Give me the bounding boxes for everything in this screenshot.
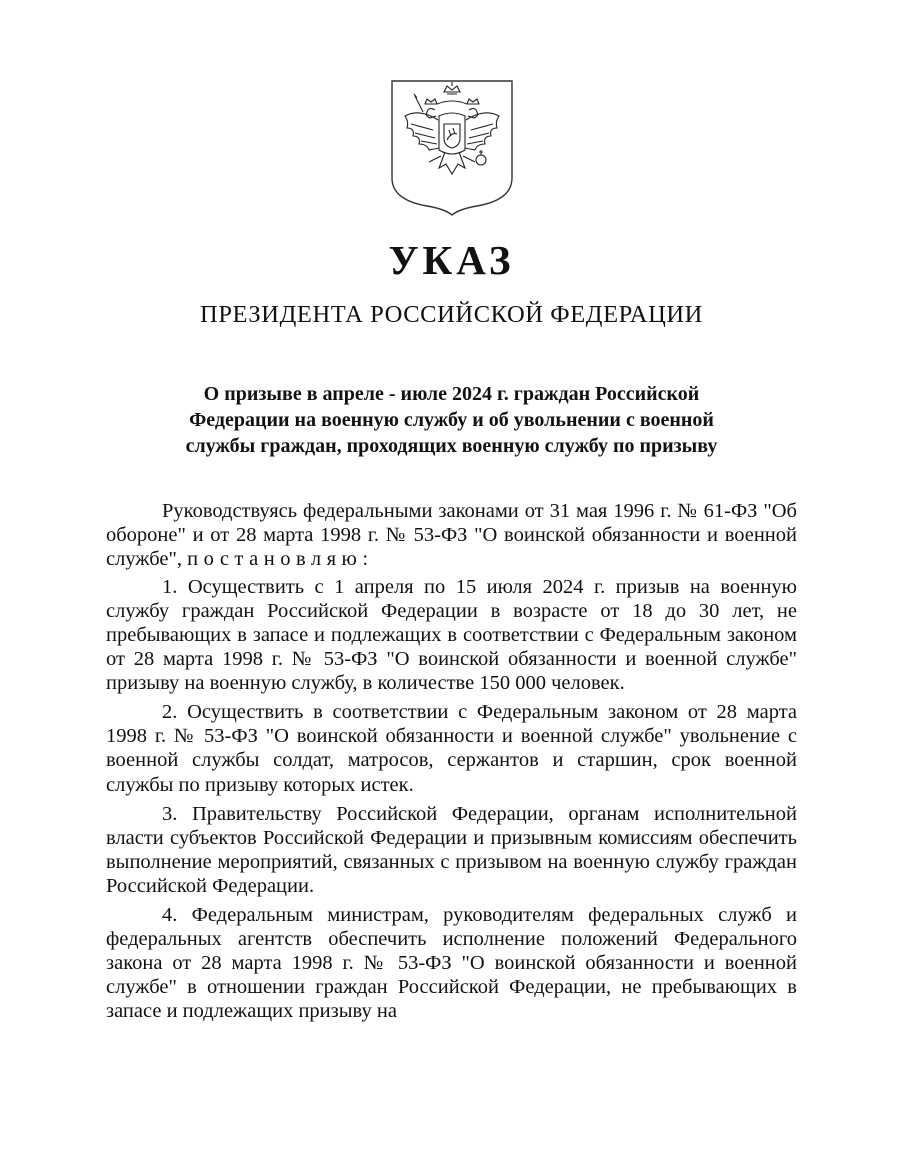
preamble-paragraph — [106, 499, 797, 571]
heading-line: службы граждан, проходящих военную службу по призыву — [185, 435, 718, 457]
decree-heading — [100, 381, 803, 459]
decree-body — [106, 499, 797, 1023]
decree-item-1: 1. Осуществить с 1 апреля по 15 июля 2024 г. призыв на военную службу граждан Российской Федерации в возрасте от 18 до 30 лет, не пребывающих в запасе и подлежащих в соответствии с Федеральным законом от 28 марта 1998 г. № 53-ФЗ "О воинской обязанности и военной службе" призыву на военную службу, в количестве 150 000 человек. — [106, 575, 797, 695]
decree-item-4: 4. Федеральным министрам, руководителям федеральных служб и федеральных агентств обеспечить исполнение положений Федерального закона от 28 марта 1998 г. № 53-ФЗ "О воинской обязанности и военной службе" в отношении граждан Российской Федерации, не пребывающих в запасе и подлежащих призыву на — [106, 904, 797, 1023]
coat-of-arms-icon — [389, 78, 515, 216]
document-title: УКАЗ — [388, 237, 515, 283]
decree-word: постановляю: — [187, 548, 374, 571]
heading-line: Федерации на военную службу и об увольнении с военной — [189, 409, 714, 431]
document-subtitle: ПРЕЗИДЕНТА РОССИЙСКОЙ ФЕДЕРАЦИИ — [200, 301, 703, 328]
heading-line: О призыве в апреле - июле 2024 г. граждан Российской — [203, 383, 700, 405]
preamble-text: Руководствуясь федеральными законами от 31 мая 1996 г. № 61-ФЗ "Об обороне" и от 28 марта 1998 г. № 53-ФЗ "О воинской обязанности и военной службе", — [106, 500, 797, 571]
decree-item-3: 3. Правительству Российской Федерации, органам исполнительной власти субъектов Российской Федерации и призывным комиссиям обеспечить выполнение мероприятий, связанных с призывом на военную службу граждан Российской Федерации. — [106, 802, 797, 897]
decree-item-2: 2. Осуществить в соответствии с Федеральным законом от 28 марта 1998 г. № 53-ФЗ "О воинской обязанности и военной службе" увольнение с военной службы солдат, матросов, сержантов и старшин, срок военной службы по призыву которых истек. — [106, 701, 797, 796]
